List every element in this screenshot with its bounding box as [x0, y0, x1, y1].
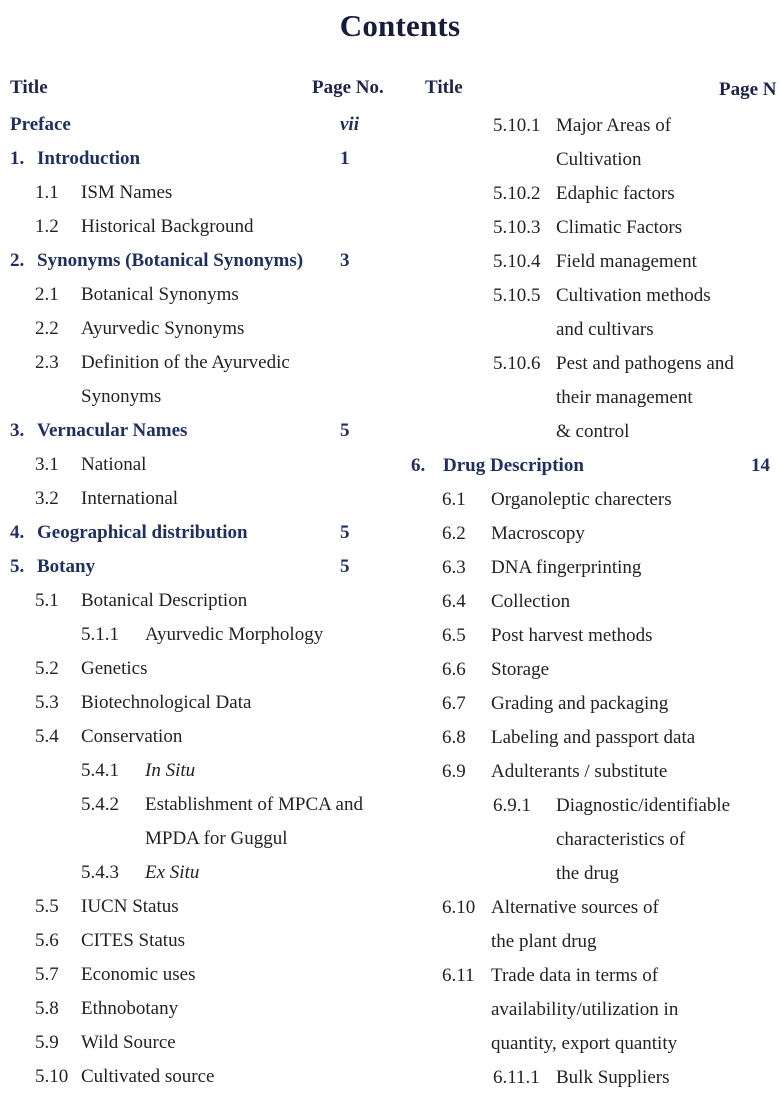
- entry-title: Adulterants / substitute: [491, 761, 668, 782]
- entry-title: Macroscopy: [491, 523, 585, 544]
- entry-title: DNA fingerprinting: [491, 557, 642, 578]
- entry-title: Ayurvedic Synonyms: [81, 318, 245, 339]
- entry-number: 2.3: [35, 352, 59, 373]
- entry-number: 6.4: [442, 591, 466, 612]
- right-title-header: Title: [425, 77, 463, 98]
- entry-title: Ex Situ: [145, 862, 200, 883]
- entry-title: Preface: [10, 114, 71, 135]
- entry-title: Diagnostic/identifiable: [556, 795, 731, 816]
- entry-number: 5.2: [35, 658, 59, 679]
- entry-title: Trade data in terms of: [491, 965, 659, 986]
- entry-number: 4.: [10, 522, 25, 543]
- entry-title: CITES Status: [81, 930, 185, 951]
- entry-title-continuation: Synonyms: [81, 386, 162, 407]
- entry-number: 6.11.1: [493, 1067, 540, 1088]
- entry-title-continuation: Cultivation: [556, 149, 642, 170]
- entry-number: 1.2: [35, 216, 59, 237]
- entry-title: Definition of the Ayurvedic: [81, 352, 290, 373]
- entry-title-continuation: characteristics of: [556, 829, 686, 850]
- entry-title: Drug Description: [443, 455, 584, 476]
- entry-number: 6.2: [442, 523, 466, 544]
- entry-title: In Situ: [145, 760, 196, 781]
- entry-number: 5.10.6: [493, 353, 541, 374]
- entry-title: Wild Source: [81, 1032, 176, 1053]
- entry-number: 3.2: [35, 488, 59, 509]
- entry-number: 6.9: [442, 761, 466, 782]
- entry-page-number: vii: [340, 114, 359, 135]
- entry-page-number: 14: [751, 455, 770, 476]
- entry-number: 5.: [10, 556, 25, 577]
- entry-title: Botany: [37, 556, 96, 577]
- entry-number: 2.1: [35, 284, 59, 305]
- left-page-header: Page No.: [312, 77, 384, 98]
- entry-title: Labeling and passport data: [491, 727, 696, 748]
- entry-title-continuation: MPDA for Guggul: [145, 828, 288, 849]
- entry-title-continuation: their management: [556, 387, 693, 408]
- entry-number: 5.7: [35, 964, 59, 985]
- entry-number: 2.: [10, 250, 25, 271]
- entry-number: 6.9.1: [493, 795, 531, 816]
- entry-number: 6.3: [442, 557, 466, 578]
- entry-number: 6.11: [442, 965, 475, 986]
- entry-title: Botanical Synonyms: [81, 284, 239, 305]
- entry-number: 5.1: [35, 590, 59, 611]
- entry-title: Collection: [491, 591, 571, 612]
- entry-title: Establishment of MPCA and: [145, 794, 363, 815]
- entry-title: Cultivated source: [81, 1066, 215, 1087]
- entry-number: 5.4: [35, 726, 59, 747]
- entry-title: Edaphic factors: [556, 183, 675, 204]
- entry-title: Ethnobotany: [81, 998, 179, 1019]
- entry-title: IUCN Status: [81, 896, 179, 917]
- entry-page-number: 5: [340, 556, 350, 577]
- entry-title: Pest and pathogens and: [556, 353, 734, 374]
- entry-title: ISM Names: [81, 182, 173, 203]
- entry-number: 5.3: [35, 692, 59, 713]
- entry-title: Post harvest methods: [491, 625, 653, 646]
- entry-number: 6.1: [442, 489, 466, 510]
- entry-page-number: 3: [340, 250, 350, 271]
- entry-title-continuation: the drug: [556, 863, 619, 884]
- entry-title: Alternative sources of: [491, 897, 659, 918]
- entry-title: Conservation: [81, 726, 183, 747]
- entry-title: Field management: [556, 251, 697, 272]
- entry-title: Ayurvedic Morphology: [145, 624, 324, 645]
- entry-title: National: [81, 454, 147, 475]
- entry-title: Economic uses: [81, 964, 196, 985]
- entry-number: 6.7: [442, 693, 466, 714]
- entry-title-continuation: and cultivars: [556, 319, 654, 340]
- entry-title: Vernacular Names: [37, 420, 188, 441]
- entry-number: 5.4.3: [81, 862, 119, 883]
- entry-title: Synonyms (Botanical Synonyms): [37, 250, 304, 271]
- entry-title: Major Areas of: [556, 115, 672, 136]
- entry-number: 6.: [411, 455, 426, 476]
- entry-title: Storage: [491, 659, 550, 680]
- entry-number: 5.9: [35, 1032, 59, 1053]
- entry-number: 6.5: [442, 625, 466, 646]
- entry-title: Biotechnological Data: [81, 692, 252, 713]
- entry-number: 6.8: [442, 727, 466, 748]
- right-page-header: Page N: [719, 79, 777, 100]
- entry-title-continuation: availability/utilization in: [491, 999, 679, 1020]
- entry-title: Historical Background: [81, 216, 254, 237]
- entry-title: Botanical Description: [81, 590, 248, 611]
- entry-number: 6.6: [442, 659, 466, 680]
- entry-number: 5.10: [35, 1066, 69, 1087]
- entry-page-number: 1: [340, 148, 350, 169]
- left-title-header: Title: [10, 77, 48, 98]
- entry-number: 2.2: [35, 318, 59, 339]
- entry-title: International: [81, 488, 179, 509]
- entry-number: 6.10: [442, 897, 476, 918]
- entry-number: 5.1.1: [81, 624, 119, 645]
- entry-number: 5.8: [35, 998, 59, 1019]
- entry-number: 5.4.1: [81, 760, 119, 781]
- entry-title-continuation: & control: [556, 421, 630, 442]
- entry-number: 5.10.2: [493, 183, 541, 204]
- entry-number: 1.: [10, 148, 25, 169]
- entry-number: 1.1: [35, 182, 59, 203]
- entry-title: Bulk Suppliers: [556, 1067, 670, 1088]
- entry-title: Introduction: [37, 148, 141, 169]
- entry-title-continuation: the plant drug: [491, 931, 597, 952]
- page-title: Contents: [339, 8, 461, 43]
- entry-number: 3.: [10, 420, 25, 441]
- entry-title: Grading and packaging: [491, 693, 669, 714]
- entry-page-number: 5: [340, 522, 350, 543]
- entry-title: Geographical distribution: [37, 522, 248, 543]
- entry-page-number: 5: [340, 420, 350, 441]
- entry-number: 5.5: [35, 896, 59, 917]
- entry-number: 5.10.5: [493, 285, 541, 306]
- entry-number: 5.10.4: [493, 251, 541, 272]
- entry-number: 5.10.1: [493, 115, 541, 136]
- entry-title: Genetics: [81, 658, 148, 679]
- entry-number: 5.10.3: [493, 217, 541, 238]
- entry-number: 3.1: [35, 454, 59, 475]
- entry-title-continuation: quantity, export quantity: [491, 1033, 678, 1054]
- entry-title: Organoleptic charecters: [491, 489, 672, 510]
- entry-number: 5.6: [35, 930, 59, 951]
- entry-title: Climatic Factors: [556, 217, 683, 238]
- entry-number: 5.4.2: [81, 794, 119, 815]
- entry-title: Cultivation methods: [556, 285, 711, 306]
